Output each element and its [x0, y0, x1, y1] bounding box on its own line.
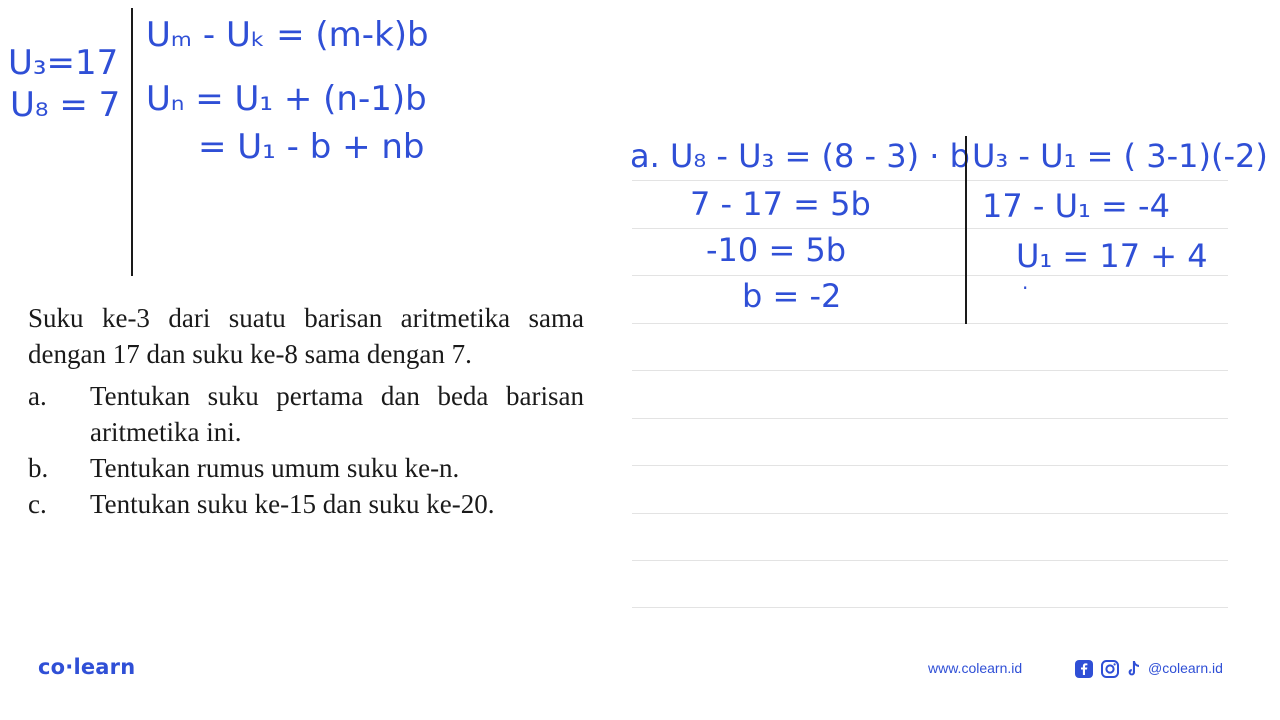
ruled-line [632, 465, 1228, 466]
divider-line [131, 8, 133, 276]
question-label: b. [28, 453, 49, 483]
solution-divider [965, 136, 967, 324]
problem-statement [28, 300, 584, 522]
solution-dot: . [1022, 270, 1029, 294]
formula-difference: Uₘ - Uₖ = (m-k)b [146, 15, 429, 55]
ruled-line [632, 370, 1228, 371]
solution-line-4: b = -2 [742, 277, 842, 315]
question-text: Tentukan suku pertama dan beda barisan aritmetika ini. [90, 381, 584, 447]
solution-line-5: U₃ - U₁ = ( 3-1)(-2) [972, 137, 1268, 175]
formula-expanded: = U₁ - b + nb [198, 127, 425, 167]
ruled-line [632, 180, 1228, 181]
question-b [28, 450, 584, 486]
ruled-line [632, 275, 1228, 276]
ruled-line [632, 228, 1228, 229]
tiktok-icon[interactable] [1124, 659, 1144, 679]
ruled-line [632, 607, 1228, 608]
formula-general-term: Uₙ = U₁ + (n-1)b [146, 79, 427, 119]
solution-line-7: U₁ = 17 + 4 [1016, 237, 1208, 275]
question-text: Tentukan suku ke-15 dan suku ke-20. [90, 489, 495, 519]
question-c [28, 486, 584, 522]
problem-intro: Suku ke-3 dari suatu barisan aritmetika sama dengan 17 dan suku ke-8 sama dengan 7. [28, 303, 584, 369]
instagram-icon[interactable] [1100, 659, 1120, 679]
ruled-line [632, 560, 1228, 561]
question-text: Tentukan rumus umum suku ke-n. [90, 453, 460, 483]
solution-line-2: 7 - 17 = 5b [690, 185, 871, 223]
question-label: c. [28, 489, 47, 519]
ruled-line [632, 418, 1228, 419]
given-u8: U₈ = 7 [10, 85, 121, 125]
solution-line-6: 17 - U₁ = -4 [982, 187, 1170, 225]
facebook-icon[interactable] [1074, 659, 1094, 679]
given-u3: U₃=17 [8, 43, 119, 83]
ruled-line [632, 323, 1228, 324]
ruled-line [632, 513, 1228, 514]
solution-line-1: a. U₈ - U₃ = (8 - 3) · b [630, 137, 970, 175]
question-a [28, 378, 584, 450]
social-handle[interactable]: @colearn.id [1148, 660, 1223, 676]
question-label: a. [28, 381, 47, 411]
solution-line-3: -10 = 5b [706, 231, 847, 269]
colearn-logo: co·learn [38, 655, 136, 679]
website-link[interactable]: www.colearn.id [928, 660, 1023, 676]
